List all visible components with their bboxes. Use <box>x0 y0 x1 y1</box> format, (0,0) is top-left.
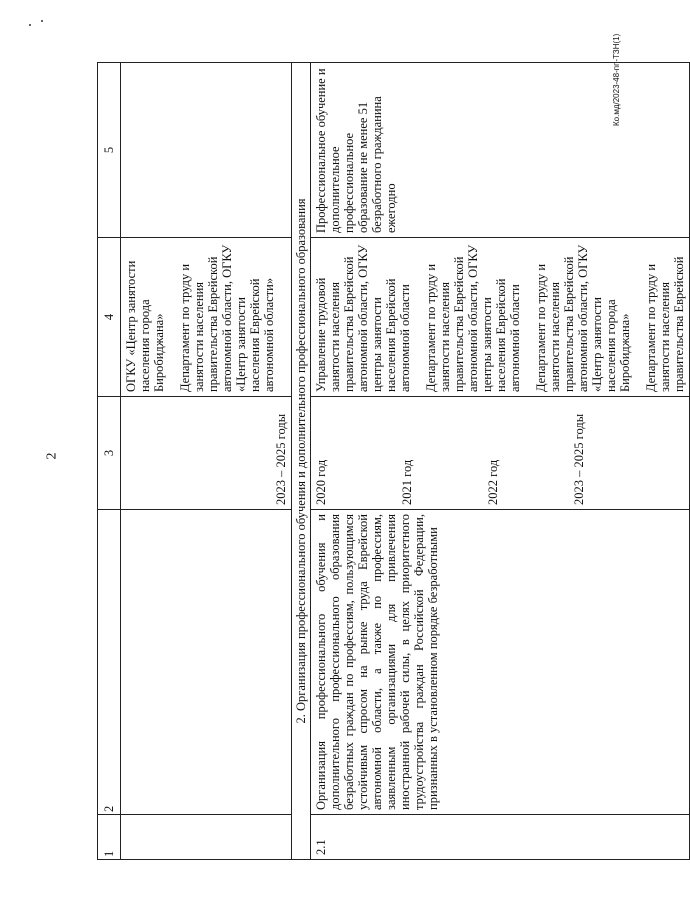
executor-text: Департамент по труду и занятости населения правительства Еврейской автономной области, ОГКУ центры занятости населения Еврейской автономной области <box>424 244 522 392</box>
cell-executors <box>311 238 690 397</box>
cell-executors <box>121 238 292 397</box>
period-text: 2020 год <box>314 459 328 505</box>
header-col-2: 2 <box>98 510 121 815</box>
period-text: 2021 год <box>400 459 414 505</box>
cell-description: Организация профессионального обучения и дополнительного профессионального образования безработных граждан по профессиям, пользующимся устойчивым спросом на рынке труда Еврейской автономной области, а также по профессиям, заявленным организациями для привлечения иностранной рабочей силы, в целях приоритетного трудоустройства граждан Российской Федерации, признанных в установленном порядке безработными <box>311 510 690 815</box>
executor-text: Департамент по труду и занятости населения правительства Еврейской <box>644 256 686 392</box>
executor-text: ОГКУ «Центр занятости населения города Биробиджана» <box>124 260 166 392</box>
executor-text: Управление трудовой занятости населения правительства Еврейской автономной области, ОГКУ центры занятости населения Еврейской автономной области <box>314 244 412 392</box>
cell-num <box>121 815 292 860</box>
cell-period <box>311 397 690 510</box>
executor-text: Департамент по труду и занятости населения правительства Еврейской автономной области, ОГКУ «Центр занятости населения города Биробиджана» <box>534 244 632 392</box>
section-title: 2. Организация профессионального обучения и дополнительного профессионального образования <box>292 63 311 860</box>
period-text: 2022 год <box>486 459 500 505</box>
measures-table <box>97 62 690 860</box>
section-row <box>292 63 311 860</box>
period-text: 2023 – 2025 годы <box>274 413 288 505</box>
header-col-3: 3 <box>98 397 121 510</box>
cell-result: Профессиональное обучение и дополнительное профессиональное образование не менее 51 безработного гражданина ежегодно <box>311 63 690 238</box>
cell-result <box>121 63 292 238</box>
table-row <box>311 63 690 860</box>
header-col-5: 5 <box>98 63 121 238</box>
scan-speck <box>29 24 31 26</box>
period-text: 2023 – 2025 годы <box>572 413 586 505</box>
header-col-1: 1 <box>98 815 121 860</box>
table-row <box>121 63 292 860</box>
header-row <box>98 63 121 860</box>
footer-code: Ко.мд/2023-48-пп-ТЗН(1) <box>612 33 621 126</box>
cell-num: 2.1 <box>311 815 690 860</box>
header-col-4: 4 <box>98 238 121 397</box>
scan-speck <box>41 20 43 22</box>
page-number: 2 <box>44 452 60 460</box>
cell-period <box>121 397 292 510</box>
cell-description <box>121 510 292 815</box>
executor-text: Департамент по труду и занятости населения правительства Еврейской автономной области, ОГКУ «Центр занятости населения Еврейской автономной области» <box>178 244 276 392</box>
